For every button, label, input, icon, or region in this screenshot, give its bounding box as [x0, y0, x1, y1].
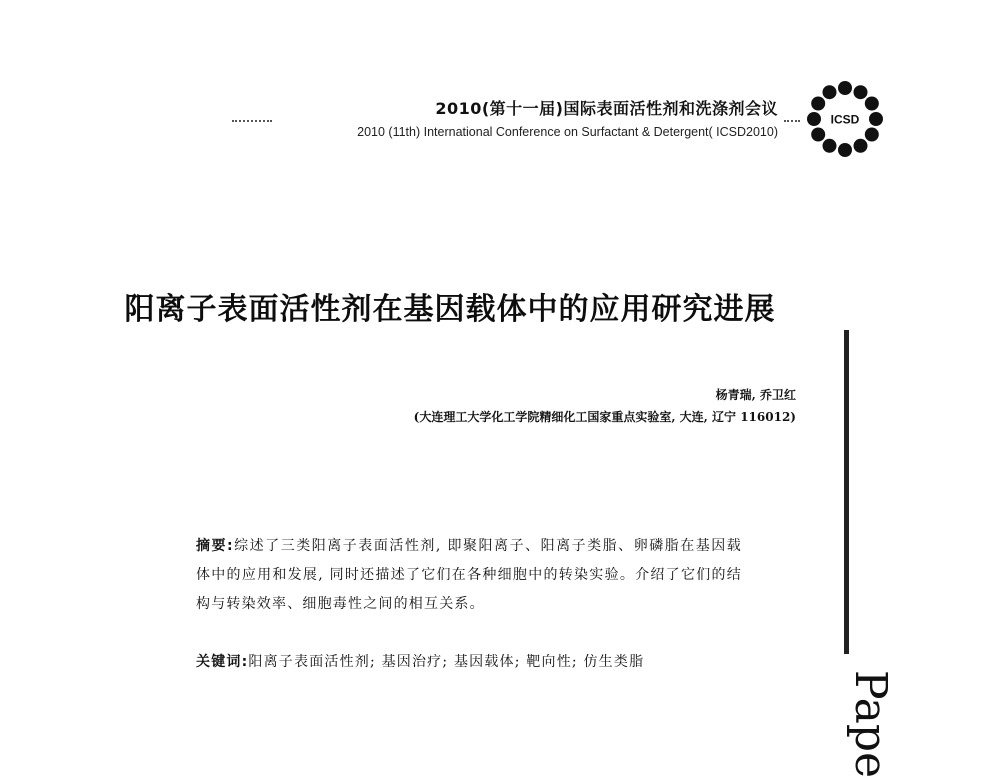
affiliation: (大连理工大学化工学院精细化工国家重点实验室, 大连, 辽宁 116012) — [413, 410, 796, 424]
keywords-text: 阳离子表面活性剂; 基因治疗; 基因载体; 靶向性; 仿生类脂 — [248, 654, 645, 670]
logo-text: ICSD — [830, 112, 860, 127]
keywords-label: 关键词: — [196, 654, 249, 670]
side-vertical-bar — [844, 330, 849, 654]
abstract-text: 综述了三类阳离子表面活性剂, 即聚阳离子、阳离子类脂、卵磷脂在基因载体中的应用和发展, 同时还描述了它们在各种细胞中的转染实验。介绍了它们的结构与转染效率、细胞毒性之间的相互关系。 — [196, 538, 743, 612]
abstract — [196, 532, 742, 619]
header-dotted-rule-left — [232, 120, 272, 122]
conference-title-chinese: 2010(第十一届)国际表面活性剂和洗涤剂会议 — [435, 99, 778, 118]
header-dotted-rule-right — [784, 120, 800, 122]
icsd-logo — [806, 80, 884, 158]
authors: 杨青瑞, 乔卫红 — [715, 388, 796, 402]
abstract-label: 摘要: — [196, 538, 234, 554]
paper-title: 阳离子表面活性剂在基因载体中的应用研究进展 — [124, 292, 776, 327]
conference-title-english: 2010 (11th) International Conference on Surfactant & Detergent( ICSD2010) — [357, 125, 778, 139]
keywords — [196, 648, 742, 677]
side-paper-label: Pape — [845, 670, 896, 778]
